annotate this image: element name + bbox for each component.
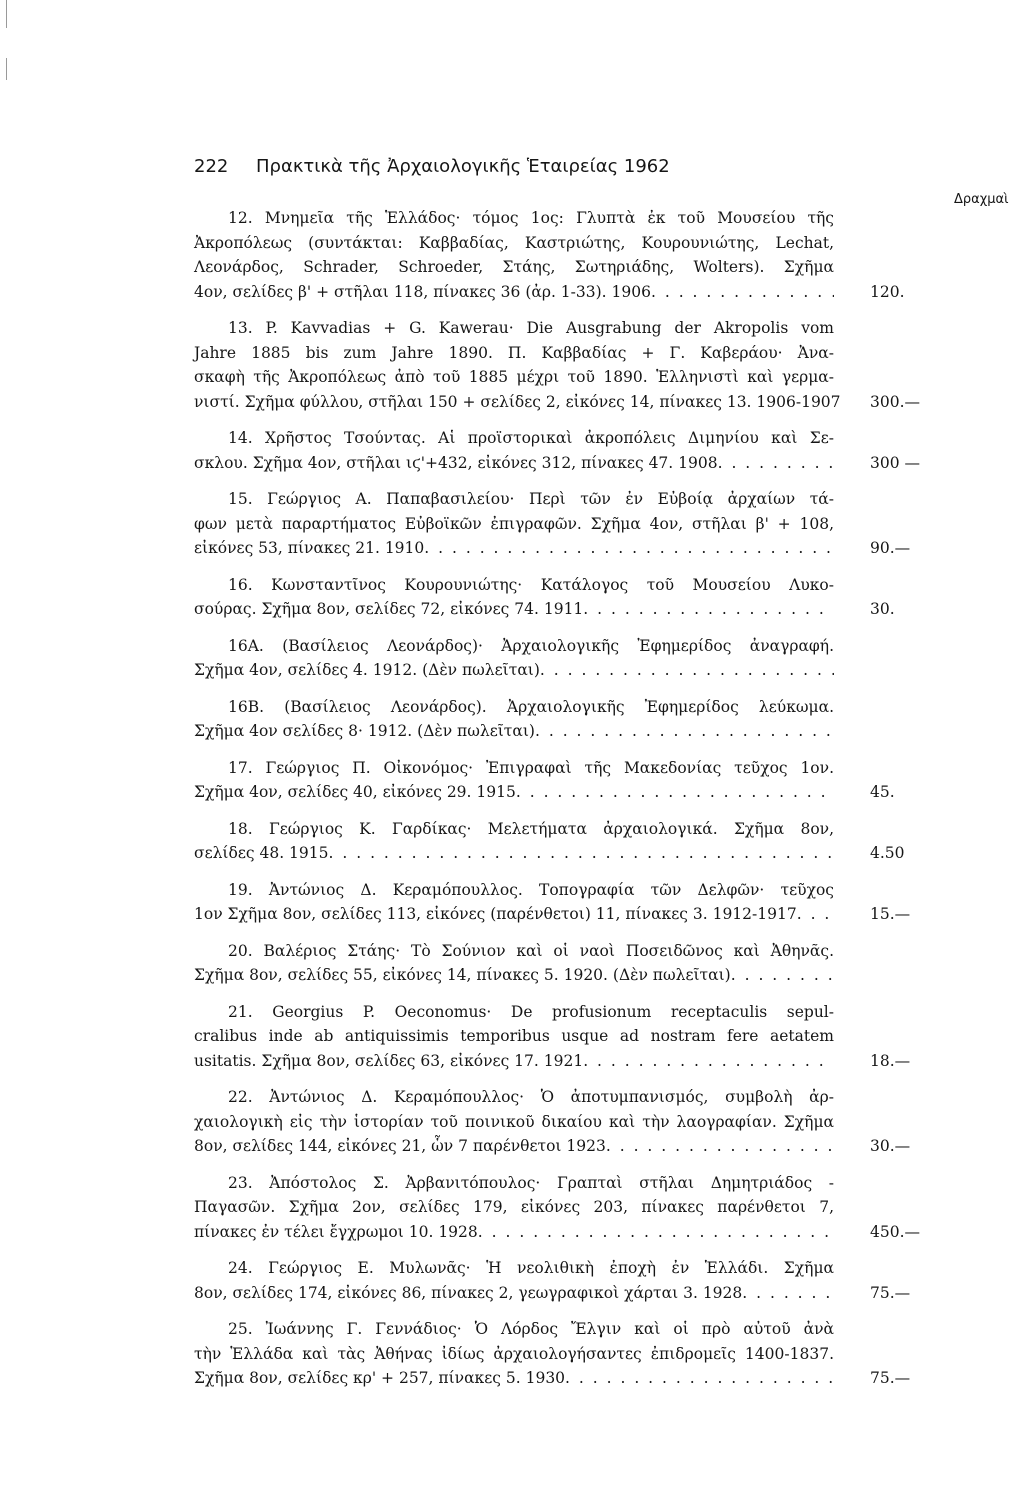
entry-line <box>194 1085 834 1110</box>
scan-edge-mark <box>6 0 7 28</box>
entry-text: σούρας. Σχῆμα 8ον, σελίδες 72, εἰκόνες 74. 1911 <box>194 600 584 618</box>
entry-line <box>194 756 834 781</box>
entry-text: πίνακες ἐν τέλει ἔγχρωμοι 10. 1928 <box>194 1222 478 1241</box>
leader-dots <box>535 719 834 744</box>
publication-entry <box>194 695 834 744</box>
entry-text: 4ον, σελίδες β' + στῆλαι 118, πίνακες 36 (ἀρ. 1-33). 1906 <box>194 282 651 301</box>
price-value: 15.— <box>870 905 911 923</box>
publication-entry <box>194 316 921 414</box>
entry-text: σελίδες 48. 1915 <box>194 844 329 862</box>
entry-text: 24. Γεώργιος Ε. Μυλωνᾶς· Ἡ νεολιθικὴ ἐποχὴ ἐν Ἑλλάδι. Σχῆμα <box>228 1259 834 1277</box>
leader-dots <box>651 280 834 305</box>
entry-text: cralibus inde ab antiquissimis temporibus usque ad nostram fere aetatem <box>194 1027 834 1045</box>
entry-line <box>194 206 834 231</box>
entry-line <box>194 658 834 683</box>
leader-dots <box>718 451 834 476</box>
entry-line <box>194 573 834 598</box>
price-value: 90.— <box>870 539 911 557</box>
entry-text: εἰκόνες 53, πίνακες 21. 1910 <box>194 539 425 557</box>
entry-text: χαιολογικὴ εἰς τὴν ἱστορίαν τοῦ ποινικοῦ δικαίου καὶ τὴν λαογραφίαν. Σχῆμα <box>194 1112 834 1131</box>
entry-line <box>194 231 834 256</box>
entry-line <box>194 597 834 622</box>
entry-text: 8ον, σελίδες 144, εἰκόνες 21, ὧν 7 παρένθετοι 1923 <box>194 1137 606 1155</box>
publication-entry <box>194 573 895 622</box>
price-value: 450.— <box>870 1222 921 1241</box>
entry-text: σκαφὴ τῆς Ἀκροπόλεως ἀπὸ τοῦ 1885 μέχρι τοῦ 1890. Ἑλληνιστὶ καὶ γερμα- <box>194 368 834 386</box>
running-title: Πρακτικὰ τῆς Ἀρχαιολογικῆς Ἑταιρείας 1962 <box>256 156 670 177</box>
entry-text: usitatis. Σχῆμα 8ον, σελίδες 63, εἰκόνες 17. 1921 <box>194 1051 584 1070</box>
entry-line <box>194 1195 834 1220</box>
entry-line <box>194 1049 834 1074</box>
price-value: 45. <box>870 783 895 801</box>
entry-text: Λεονάρδος, Schrader, Schroeder, Στάης, Σωτηριάδης, Wolters). Σχῆμα <box>194 258 834 276</box>
entry-text: φων μετὰ παραρτήματος Εὐβοϊκῶν ἐπιγραφῶν. Σχῆμα 4ον, στῆλαι β' + 108, <box>194 514 834 533</box>
publication-entry <box>194 206 905 304</box>
entry-text: 25. Ἰωάννης Γ. Γεννάδιος· Ὁ Λόρδος Ἔλγιν καὶ οἱ πρὸ αὐτοῦ ἀνὰ <box>228 1320 834 1338</box>
entry-line <box>194 1342 834 1367</box>
entry-text: 1ον Σχῆμα 8ον, σελίδες 113, εἰκόνες (παρένθετοι) 11, πίνακες 3. 1912-1917 <box>194 905 797 923</box>
entry-line <box>194 1281 834 1306</box>
entry-line <box>194 902 834 927</box>
publication-entry <box>194 756 895 805</box>
publication-entry <box>194 817 905 866</box>
price-value: 75.— <box>870 1283 911 1302</box>
leader-dots <box>540 658 834 683</box>
entry-line <box>194 634 834 659</box>
price-value: 18.— <box>870 1051 911 1070</box>
entry-text: 12. Μνημεῖα τῆς Ἑλλάδος· τόμος 1ος: Γλυπτὰ ἐκ τοῦ Μουσείου τῆς <box>228 209 834 227</box>
publication-entry <box>194 634 834 683</box>
publication-entry <box>194 878 911 927</box>
price-value: 75.— <box>870 1369 911 1387</box>
entry-text: Παγασῶν. Σχῆμα 2ον, σελίδες 179, εἰκόνες 203, πίνακες παρένθετοι 7, <box>194 1198 834 1216</box>
entry-line <box>194 487 834 512</box>
entry-line <box>194 1171 834 1196</box>
entry-line <box>194 817 834 842</box>
entry-text: Jahre 1885 bis zum Jahre 1890. Π. Καββαδίας + Γ. Καβεράου· Ἀνα- <box>194 343 834 362</box>
leader-dots <box>478 1220 834 1245</box>
leader-dots <box>742 1281 834 1306</box>
entry-line <box>194 695 834 720</box>
entry-text: 18. Γεώργιος Κ. Γαρδίκας· Μελετήματα ἀρχαιολογικά. Σχῆμα 8ον, <box>228 819 834 838</box>
price-value: 30.— <box>870 1137 911 1155</box>
entry-line <box>194 451 834 476</box>
entry-line <box>194 1024 834 1049</box>
publication-entry <box>194 1317 911 1391</box>
entry-text: 15. Γεώργιος Α. Παπαβασιλείου· Περὶ τῶν ἐν Εὐβοίᾳ ἀρχαίων τά- <box>228 490 834 508</box>
entry-line <box>194 341 834 366</box>
entry-text: 22. Ἀντώνιος Δ. Κεραμόπουλλος· Ὁ ἀποτυμπανισμός, συμβολὴ ἀρ- <box>228 1088 834 1106</box>
entry-line <box>194 426 834 451</box>
publication-entry <box>194 939 834 988</box>
entry-text: 14. Χρῆστος Τσούντας. Αἱ προϊστορικαὶ ἀκροπόλεις Διμηνίου καὶ Σε- <box>228 429 834 447</box>
entry-line <box>194 841 834 866</box>
entry-line <box>194 255 834 280</box>
price-value: 300 — <box>870 453 921 472</box>
price-value: 300.— <box>870 392 921 411</box>
publication-entry <box>194 1256 911 1305</box>
scan-edge-mark <box>6 58 7 80</box>
entry-text: 16. Κωνσταντῖνος Κουρουνιώτης· Κατάλογος τοῦ Μουσείου Λυκο- <box>228 575 834 594</box>
entry-line <box>194 1317 834 1342</box>
entry-text: 8ον, σελίδες 174, εἰκόνες 86, πίνακες 2, γεωγραφικοὶ χάρται 3. 1928 <box>194 1283 743 1302</box>
entry-text: Σχῆμα 4ον, σελίδες 40, εἰκόνες 29. 1915 <box>194 783 516 801</box>
entry-line <box>194 390 841 415</box>
entry-text: Σχῆμα 8ον, σελίδες 55, εἰκόνες 14, πίνακες 5. 1920. (Δὲν πωλεῖται) <box>194 966 731 984</box>
entry-text: τὴν Ἑλλάδα καὶ τὰς Ἀθήνας ἰδίως ἀρχαιολογήσαντες ἐπιδρομεῖς 1400-1837. <box>194 1344 834 1363</box>
publication-entry <box>194 1000 911 1074</box>
publication-list <box>194 206 921 1403</box>
entry-line <box>194 1256 834 1281</box>
entry-line <box>194 878 834 903</box>
entry-text: 16Β. (Βασίλειος Λεονάρδος). Ἀρχαιολογικῆς Ἐφημερίδος λεύκωμα. <box>228 697 834 716</box>
publication-entry <box>194 1171 921 1245</box>
entry-line <box>194 1000 834 1025</box>
entry-line <box>194 719 834 744</box>
leader-dots <box>583 597 834 622</box>
entry-text: 13. P. Kavvadias + G. Kawerau· Die Ausgrabung der Akropolis vom <box>228 319 834 337</box>
entry-line <box>194 316 834 341</box>
entry-line <box>194 1366 834 1391</box>
leader-dots <box>565 1366 834 1391</box>
publication-entry <box>194 487 911 561</box>
entry-text: σκλου. Σχῆμα 4ον, στῆλαι ιϛ'+432, εἰκόνες 312, πίνακες 47. 1908 <box>194 453 718 472</box>
entry-text: Σχῆμα 4ον σελίδες 8· 1912. (Δὲν πωλεῖται) <box>194 722 535 740</box>
price-column-header: Δραχμαὶ <box>954 192 1009 207</box>
entry-line <box>194 939 834 964</box>
entry-text: 19. Ἀντώνιος Δ. Κεραμόπουλλος. Τοπογραφία τῶν Δελφῶν· τεῦχος <box>228 880 834 899</box>
entry-text: Ἀκροπόλεως (συντάκται: Καββαδίας, Καστριώτης, Κουρουνιώτης, Lechat, <box>194 233 834 252</box>
entry-line <box>194 780 834 805</box>
entry-line <box>194 1110 834 1135</box>
entry-text: 23. Ἀπόστολος Σ. Ἀρβανιτόπουλος· Γραπταὶ στῆλαι Δημητριάδος - <box>228 1173 834 1192</box>
entry-line <box>194 536 834 561</box>
price-value: 120. <box>870 282 905 301</box>
entry-text: νιστί. Σχῆμα φύλλου, στῆλαι 150 + σελίδες 2, εἰκόνες 14, πίνακες 13. 1906-1907 <box>194 392 841 411</box>
leader-dots <box>516 780 834 805</box>
entry-text: Σχῆμα 4ον, σελίδες 4. 1912. (Δὲν πωλεῖται) <box>194 661 540 679</box>
leader-dots <box>424 536 834 561</box>
entry-line <box>194 1220 834 1245</box>
entry-line <box>194 512 834 537</box>
entry-text: 16Α. (Βασίλειος Λεονάρδος)· Ἀρχαιολογικῆς Ἐφημερίδος ἀναγραφή. <box>228 636 834 655</box>
page-number: 222 <box>194 156 229 177</box>
entry-text: 20. Βαλέριος Στάης· Τὸ Σούνιον καὶ οἱ ναοὶ Ποσειδῶνος καὶ Ἀθηνᾶς. <box>228 941 834 960</box>
entry-text: 17. Γεώργιος Π. Οἰκονόμος· Ἐπιγραφαὶ τῆς Μακεδονίας τεῦχος 1ον. <box>228 758 834 777</box>
entry-line <box>194 1134 834 1159</box>
leader-dots <box>797 902 834 927</box>
entry-line <box>194 963 834 988</box>
entry-text: 21. Georgius P. Oeconomus· De profusionum receptaculis sepul- <box>228 1002 834 1021</box>
entry-text: Σχῆμα 8ον, σελίδες κρ' + 257, πίνακες 5. 1930 <box>194 1369 566 1387</box>
price-value: 4.50 <box>870 844 905 862</box>
entry-line <box>194 280 834 305</box>
leader-dots <box>731 963 834 988</box>
leader-dots <box>329 841 834 866</box>
price-value: 30. <box>870 600 895 618</box>
entry-line <box>194 365 834 390</box>
publication-entry <box>194 1085 911 1159</box>
leader-dots <box>606 1134 834 1159</box>
leader-dots <box>583 1049 834 1074</box>
publication-entry <box>194 426 921 475</box>
